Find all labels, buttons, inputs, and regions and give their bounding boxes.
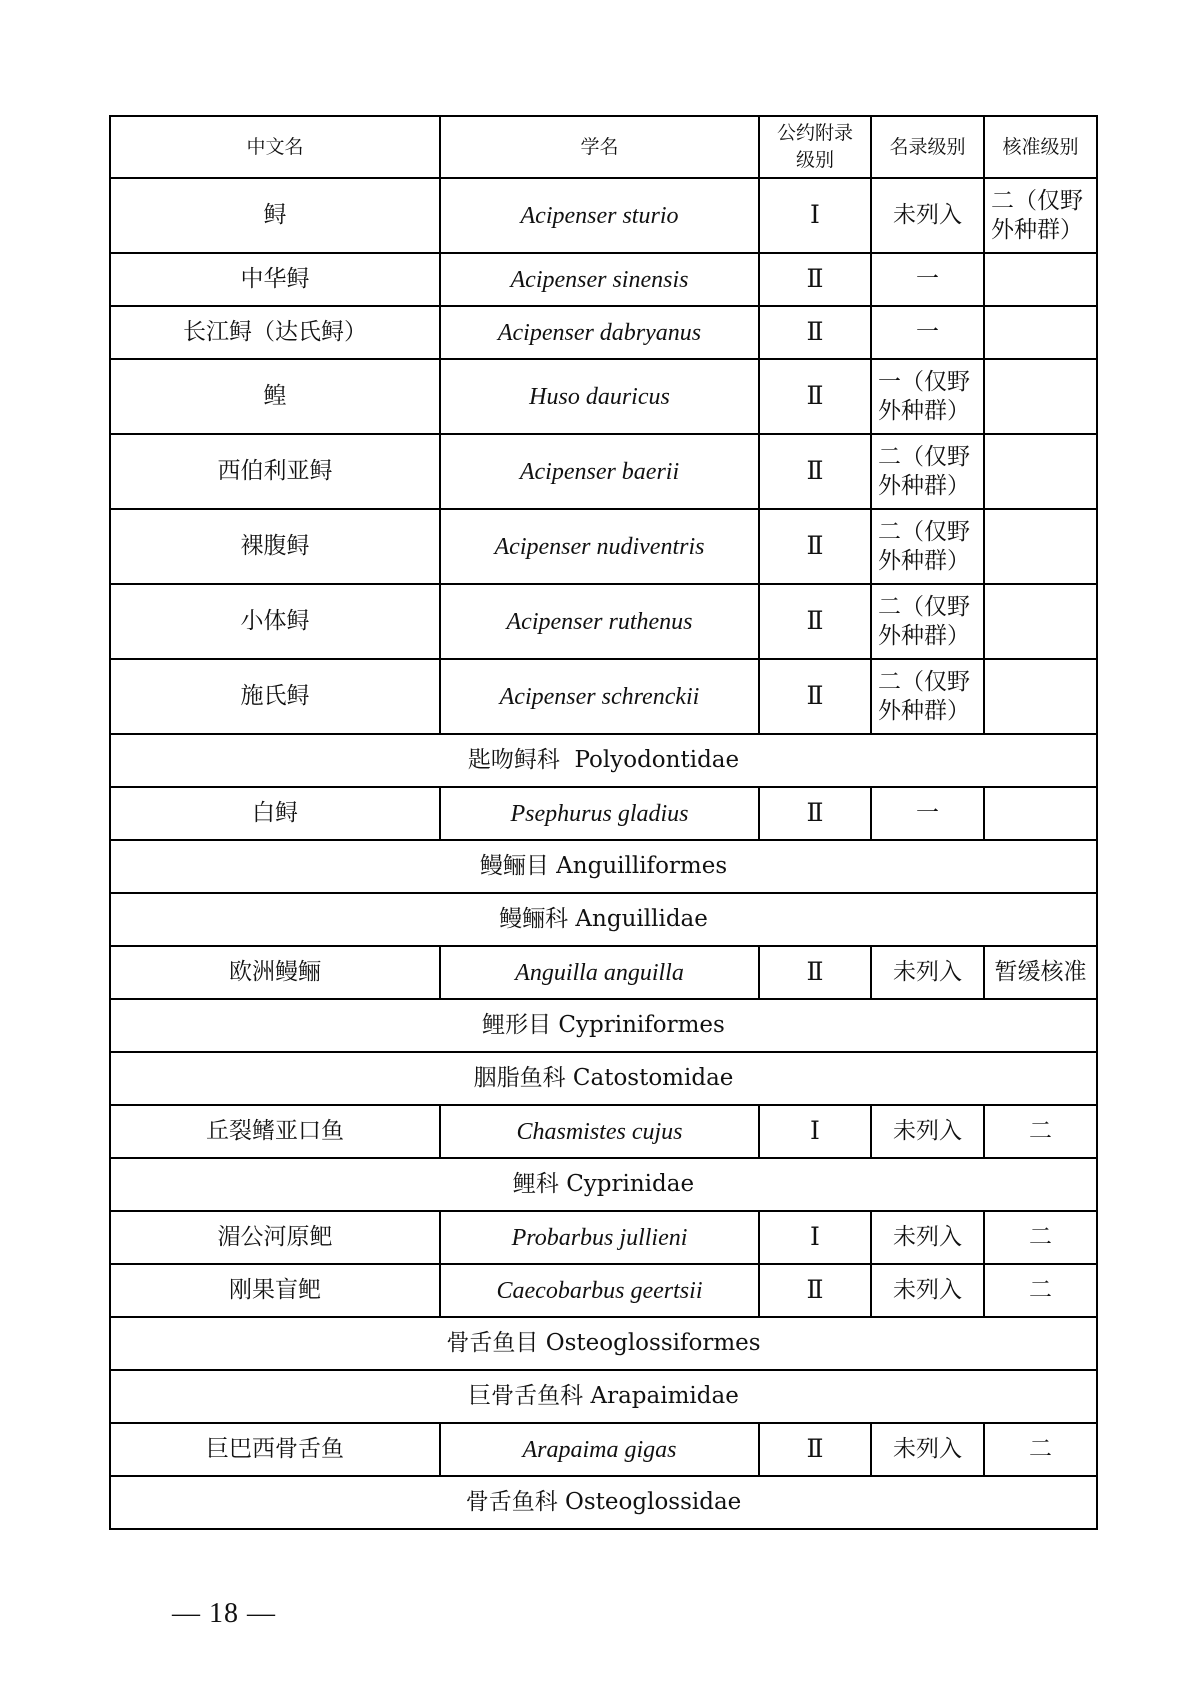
approval-level-cell: 二（仅野 外种群） (984, 178, 1097, 253)
approval-level-cell: 二 (984, 1211, 1097, 1264)
chinese-name-cell: 施氏鲟 (110, 659, 440, 734)
taxon-label: 骨舌鱼目 Osteoglossiformes (110, 1317, 1097, 1370)
species-row (110, 946, 1097, 999)
cites-appendix-cell: Ⅱ (759, 659, 871, 734)
approval-level-cell (984, 659, 1097, 734)
list-level-cell: 未列入 (871, 1105, 984, 1158)
taxon-label: 鲤科 Cyprinidae (110, 1158, 1097, 1211)
approval-level-cell (984, 787, 1097, 840)
species-row (110, 659, 1097, 734)
approval-level-cell (984, 434, 1097, 509)
species-row (110, 434, 1097, 509)
list-level-cell: 二（仅野 外种群） (871, 434, 984, 509)
taxon-row (110, 840, 1097, 893)
cites-appendix-cell: Ⅱ (759, 787, 871, 840)
taxon-row (110, 1476, 1097, 1529)
approval-level-cell: 二 (984, 1423, 1097, 1476)
list-level-cell: 一 (871, 253, 984, 306)
cites-appendix-cell: Ⅱ (759, 253, 871, 306)
approval-level-cell: 二 (984, 1264, 1097, 1317)
approval-level-cell (984, 306, 1097, 359)
scientific-name-cell: Anguilla anguilla (440, 946, 759, 999)
species-row (110, 1105, 1097, 1158)
list-level-cell: 二（仅野 外种群） (871, 509, 984, 584)
cites-appendix-cell: Ⅱ (759, 946, 871, 999)
species-row (110, 584, 1097, 659)
species-table (109, 115, 1098, 1530)
list-level-cell: 二（仅野 外种群） (871, 659, 984, 734)
list-level-cell: 一 (871, 306, 984, 359)
cites-appendix-cell: Ⅱ (759, 1423, 871, 1476)
approval-level-cell (984, 584, 1097, 659)
taxon-row (110, 893, 1097, 946)
chinese-name-cell: 巨巴西骨舌鱼 (110, 1423, 440, 1476)
species-row (110, 178, 1097, 253)
page-number: — 18 — (172, 1598, 276, 1629)
taxon-row (110, 1370, 1097, 1423)
chinese-name-cell: 裸腹鲟 (110, 509, 440, 584)
list-level-cell: 未列入 (871, 946, 984, 999)
scientific-name-cell: Arapaima gigas (440, 1423, 759, 1476)
species-row (110, 253, 1097, 306)
approval-level-cell: 暂缓核准 (984, 946, 1097, 999)
chinese-name-cell: 湄公河原鲃 (110, 1211, 440, 1264)
chinese-name-cell: 鲟 (110, 178, 440, 253)
species-row (110, 509, 1097, 584)
scientific-name-cell: Caecobarbus geertsii (440, 1264, 759, 1317)
approval-level-cell: 二 (984, 1105, 1097, 1158)
header-list-level: 名录级别 (871, 116, 984, 178)
cites-appendix-cell: Ⅱ (759, 584, 871, 659)
chinese-name-cell: 丘裂鳍亚口鱼 (110, 1105, 440, 1158)
list-level-cell: 未列入 (871, 178, 984, 253)
chinese-name-cell: 中华鲟 (110, 253, 440, 306)
cites-appendix-cell: Ⅱ (759, 306, 871, 359)
cites-appendix-cell: Ⅰ (759, 1211, 871, 1264)
header-row (110, 116, 1097, 178)
approval-level-cell (984, 359, 1097, 434)
scientific-name-cell: Acipenser ruthenus (440, 584, 759, 659)
taxon-row (110, 734, 1097, 787)
taxon-label: 胭脂鱼科 Catostomidae (110, 1052, 1097, 1105)
species-row (110, 1423, 1097, 1476)
approval-level-cell (984, 253, 1097, 306)
header-cites-appendix: 公约附录 级别 (759, 116, 871, 178)
cites-appendix-cell: Ⅰ (759, 1105, 871, 1158)
species-row (110, 787, 1097, 840)
taxon-label: 骨舌鱼科 Osteoglossidae (110, 1476, 1097, 1529)
taxon-row (110, 1052, 1097, 1105)
chinese-name-cell: 欧洲鳗鲡 (110, 946, 440, 999)
taxon-row (110, 999, 1097, 1052)
taxon-label: 鳗鲡目 Anguilliformes (110, 840, 1097, 893)
taxon-label: 鳗鲡科 Anguillidae (110, 893, 1097, 946)
scientific-name-cell: Acipenser nudiventris (440, 509, 759, 584)
cites-appendix-cell: Ⅱ (759, 359, 871, 434)
list-level-cell: 未列入 (871, 1264, 984, 1317)
species-row (110, 306, 1097, 359)
scientific-name-cell: Acipenser sturio (440, 178, 759, 253)
approval-level-cell (984, 509, 1097, 584)
scientific-name-cell: Acipenser baerii (440, 434, 759, 509)
species-row (110, 1211, 1097, 1264)
scientific-name-cell: Psephurus gladius (440, 787, 759, 840)
taxon-row (110, 1158, 1097, 1211)
header-chinese-name: 中文名 (110, 116, 440, 178)
cites-appendix-cell: Ⅰ (759, 178, 871, 253)
species-row (110, 359, 1097, 434)
chinese-name-cell: 西伯利亚鲟 (110, 434, 440, 509)
list-level-cell: 未列入 (871, 1211, 984, 1264)
scientific-name-cell: Acipenser schrenckii (440, 659, 759, 734)
scientific-name-cell: Acipenser dabryanus (440, 306, 759, 359)
cites-appendix-cell: Ⅱ (759, 434, 871, 509)
chinese-name-cell: 小体鲟 (110, 584, 440, 659)
chinese-name-cell: 长江鲟（达氏鲟） (110, 306, 440, 359)
species-row (110, 1264, 1097, 1317)
list-level-cell: 一 (871, 787, 984, 840)
list-level-cell: 一（仅野 外种群） (871, 359, 984, 434)
list-level-cell: 未列入 (871, 1423, 984, 1476)
cites-appendix-cell: Ⅱ (759, 1264, 871, 1317)
taxon-row (110, 1317, 1097, 1370)
species-table-body (110, 116, 1097, 1529)
taxon-label: 巨骨舌鱼科 Arapaimidae (110, 1370, 1097, 1423)
header-approval-level: 核准级别 (984, 116, 1097, 178)
list-level-cell: 二（仅野 外种群） (871, 584, 984, 659)
chinese-name-cell: 白鲟 (110, 787, 440, 840)
taxon-label: 鲤形目 Cypriniformes (110, 999, 1097, 1052)
chinese-name-cell: 刚果盲鲃 (110, 1264, 440, 1317)
taxon-label: 匙吻鲟科 Polyodontidae (110, 734, 1097, 787)
header-scientific-name: 学名 (440, 116, 759, 178)
scientific-name-cell: Chasmistes cujus (440, 1105, 759, 1158)
cites-appendix-cell: Ⅱ (759, 509, 871, 584)
scientific-name-cell: Acipenser sinensis (440, 253, 759, 306)
scientific-name-cell: Probarbus jullieni (440, 1211, 759, 1264)
chinese-name-cell: 鳇 (110, 359, 440, 434)
scientific-name-cell: Huso dauricus (440, 359, 759, 434)
